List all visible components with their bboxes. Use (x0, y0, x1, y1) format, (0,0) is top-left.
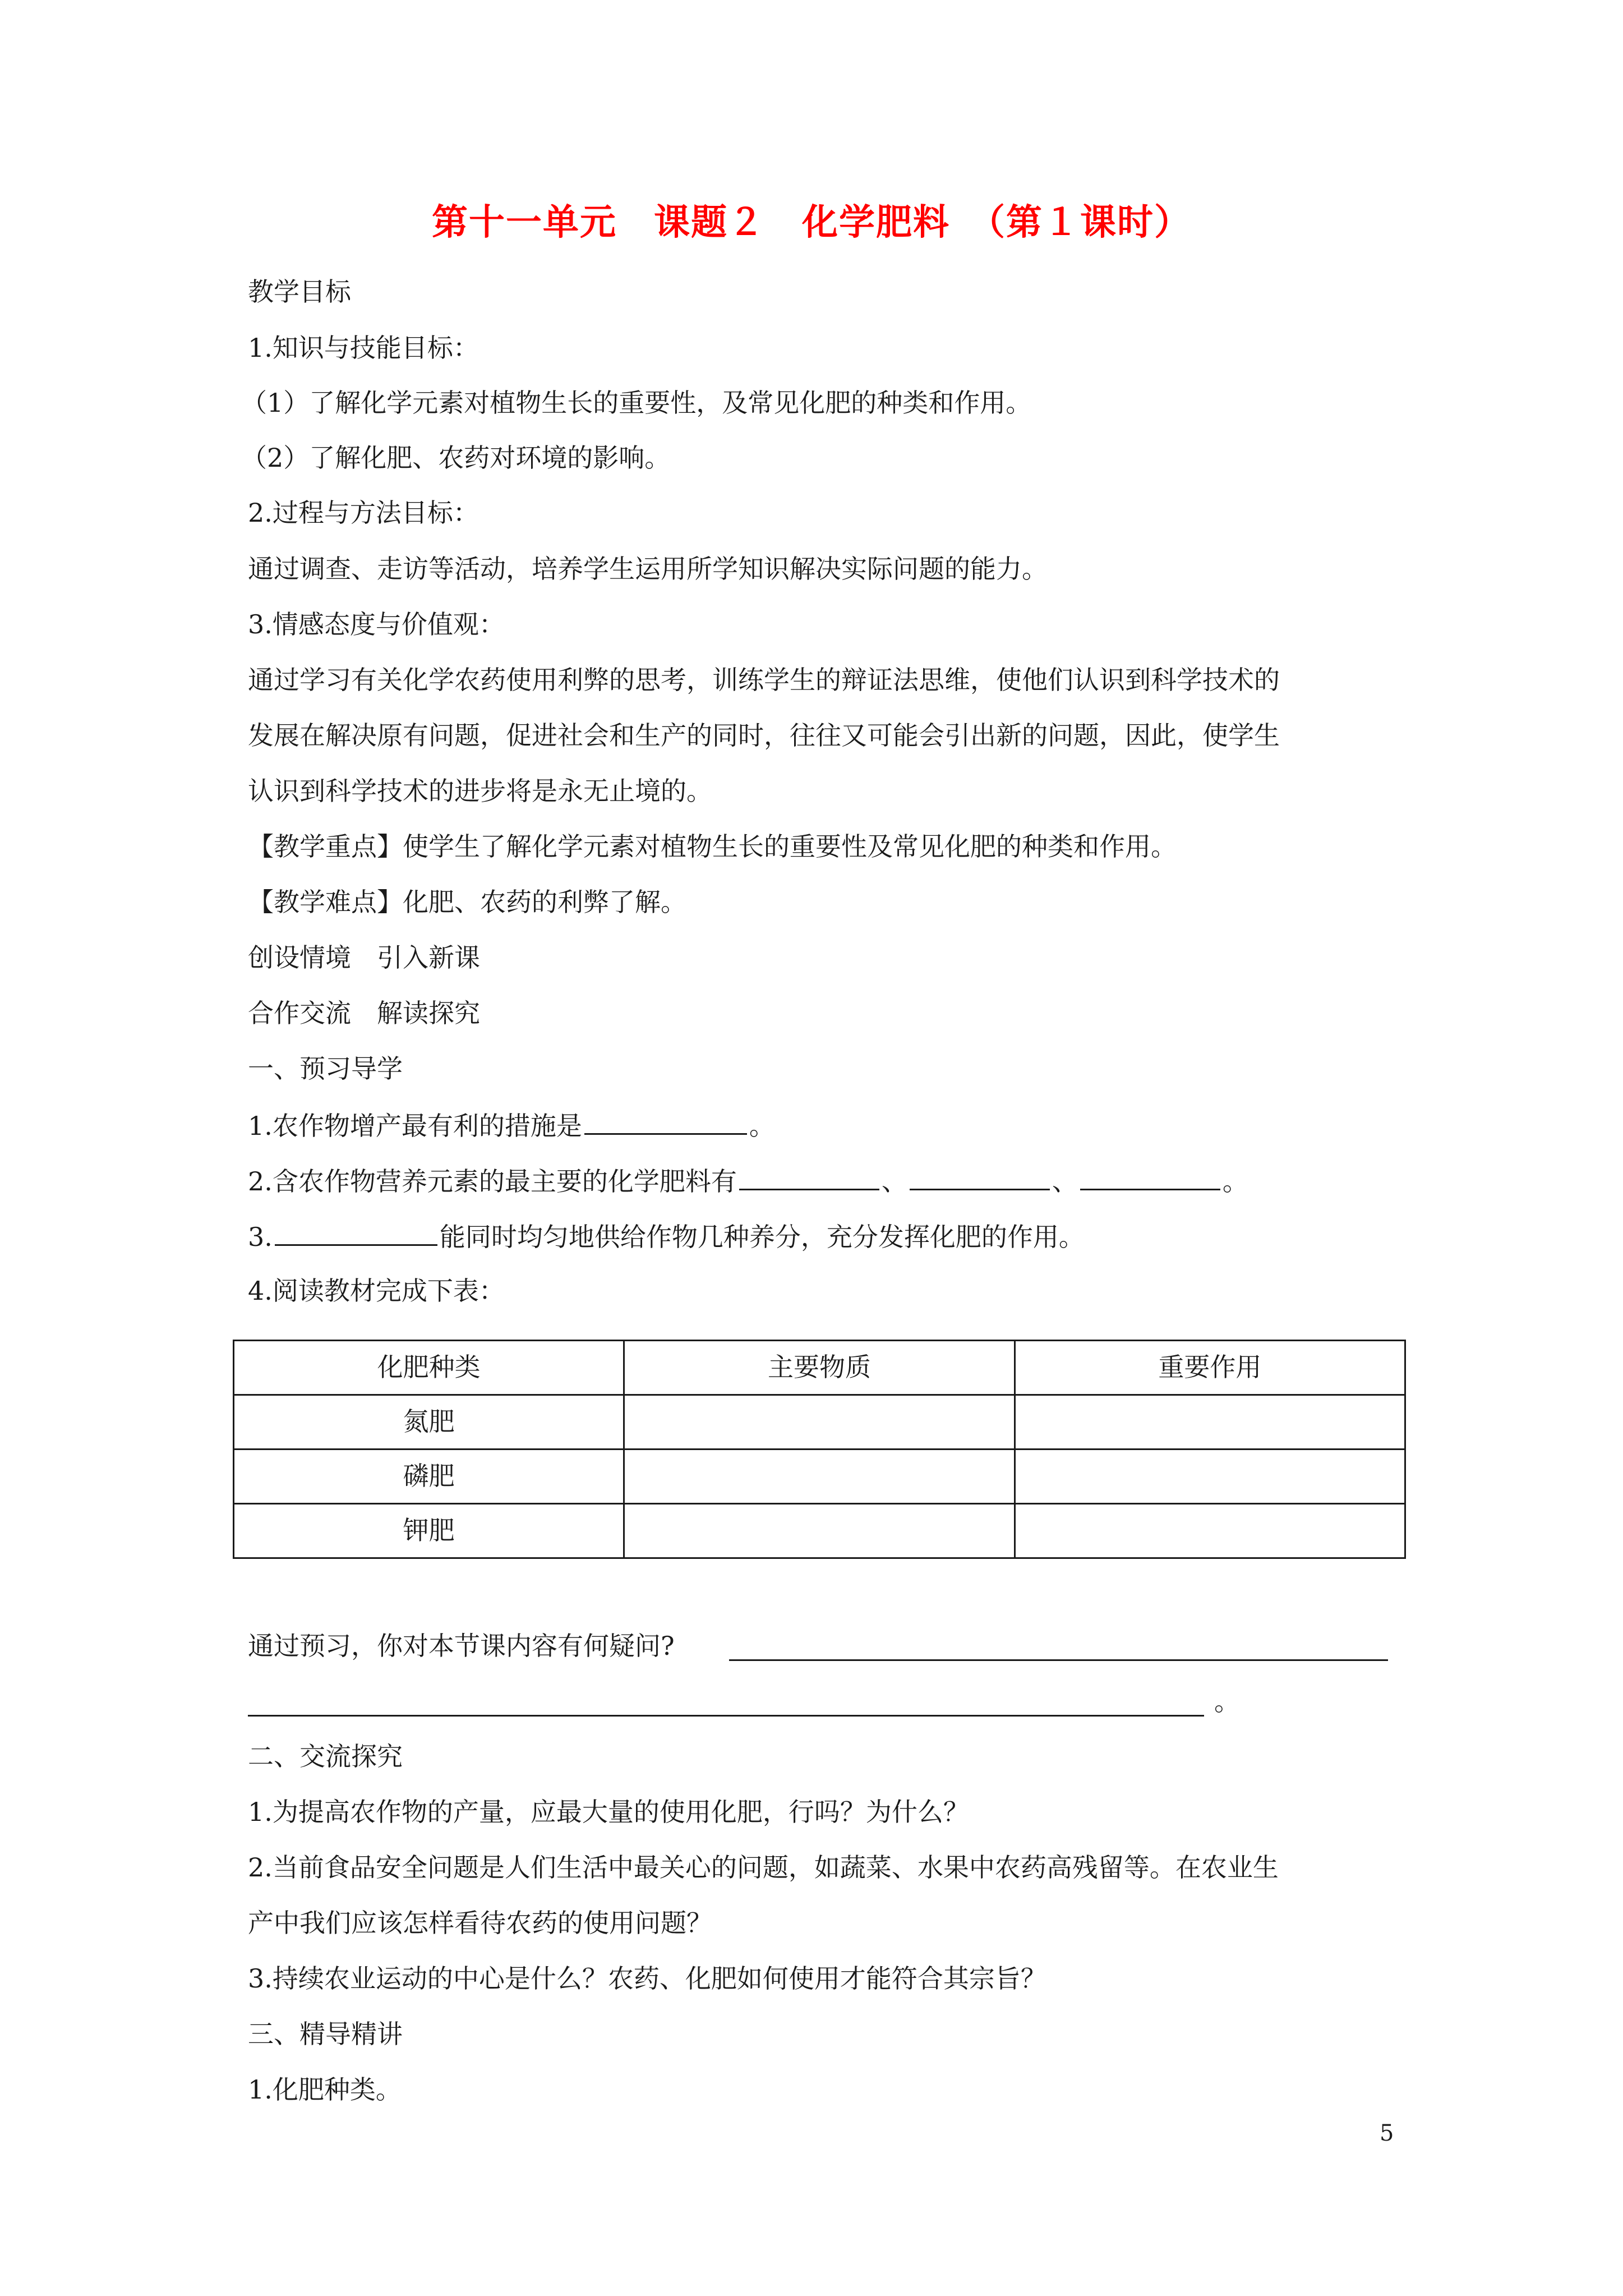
row-phosphorus: 磷肥 (234, 1450, 624, 1504)
table-row (234, 1395, 1405, 1450)
header-type: 化肥种类 (234, 1341, 624, 1395)
q2-text: 2.含农作物营养元素的最主要的化学肥料有 (248, 1166, 737, 1197)
objective-attitude-line-2: 发展在解决原有问题，促进社会和生产的同时，往往又可能会引出新的问题，因此，使学生 (248, 720, 1280, 751)
q2-end: 。 (1222, 1166, 1248, 1197)
question-end: 。 (1214, 1686, 1240, 1717)
q1-end: 。 (749, 1111, 775, 1141)
header-substance: 主要物质 (624, 1341, 1015, 1395)
objective-attitude-line-3: 认识到科学技术的进步将是永无止境的。 (248, 776, 712, 806)
table-row (234, 1450, 1405, 1504)
q2-blank-3[interactable] (1080, 1163, 1220, 1190)
cell-input[interactable] (624, 1504, 1015, 1558)
q3-blank[interactable] (275, 1218, 437, 1246)
objective-attitude-line-1: 通过学习有关化学农药使用利弊的思考，训练学生的辩证法思维，使他们认识到科学技术的 (248, 665, 1280, 695)
question-prompt: 通过预习，你对本节课内容有何疑问? (248, 1631, 675, 1661)
table-row (234, 1504, 1405, 1558)
objective-knowledge: 1.知识与技能目标： (248, 333, 479, 363)
key-point: 【教学重点】使学生了解化学元素对植物生长的重要性及常见化肥的种类和作用。 (248, 831, 1177, 862)
q3-num: 3. (248, 1222, 273, 1252)
objective-attitude: 3.情感态度与价值观： (248, 609, 505, 639)
row-nitrogen: 氮肥 (234, 1395, 624, 1450)
preview-question-3 (248, 1218, 1085, 1254)
objective-knowledge-1: （1）了解化学元素对植物生长的重要性，及常见化肥的种类和作用。 (241, 388, 1032, 418)
q2-blank-1[interactable] (739, 1163, 879, 1190)
cell-input[interactable] (624, 1395, 1015, 1450)
q2-sep-2: 、 (1052, 1166, 1078, 1197)
discussion-2-line-2: 产中我们应该怎样看待农药的使用问题？ (248, 1908, 712, 1938)
cell-input[interactable] (624, 1450, 1015, 1504)
q3-text: 能同时均匀地供给作物几种养分，充分发挥化肥的作用。 (439, 1222, 1085, 1252)
difficulty: 【教学难点】化肥、农药的利弊了解。 (248, 887, 686, 917)
preview-question-2 (248, 1163, 1248, 1198)
discussion-heading: 二、交流探究 (248, 1741, 403, 1772)
preview-question-1 (248, 1107, 775, 1143)
question-answer-line-1[interactable] (729, 1659, 1388, 1661)
page-number: 5 (1380, 2120, 1394, 2146)
preview-heading: 一、预习导学 (248, 1053, 403, 1084)
question-answer-line-2[interactable] (248, 1715, 1204, 1717)
discussion-1: 1.为提高农作物的产量，应最大量的使用化肥，行吗？为什么？ (248, 1797, 969, 1827)
discussion-3: 3.持续农业运动的中心是什么？农药、化肥如何使用才能符合其宗旨？ (248, 1963, 1046, 1994)
section-intro: 创设情境 引入新课 (248, 942, 480, 973)
q2-blank-2[interactable] (910, 1163, 1050, 1190)
preview-question-4: 4.阅读教材完成下表： (248, 1276, 505, 1306)
cell-input[interactable] (1015, 1504, 1405, 1558)
row-potassium: 钾肥 (234, 1504, 624, 1558)
page-title: 第十一单元 课题２ 化学肥料 （第１课时） (432, 201, 1191, 243)
q2-sep-1: 、 (881, 1166, 907, 1197)
fertilizer-table (233, 1340, 1406, 1559)
q1-text: 1.农作物增产最有利的措施是 (248, 1111, 582, 1141)
objectives-heading: 教学目标 (248, 277, 351, 307)
table-header-row (234, 1341, 1405, 1395)
cell-input[interactable] (1015, 1450, 1405, 1504)
objective-knowledge-2: （2）了解化肥、农药对环境的影响。 (241, 443, 671, 473)
lecture-heading: 三、精导精讲 (248, 2019, 403, 2049)
cell-input[interactable] (1015, 1395, 1405, 1450)
section-cooperation: 合作交流 解读探究 (248, 998, 480, 1028)
objective-process: 2.过程与方法目标： (248, 498, 479, 528)
q1-blank[interactable] (584, 1107, 747, 1135)
lecture-1: 1.化肥种类。 (248, 2074, 402, 2105)
discussion-2-line-1: 2.当前食品安全问题是人们生活中最关心的问题，如蔬菜、水果中农药高残留等。在农业生 (248, 1852, 1279, 1883)
header-function: 重要作用 (1015, 1341, 1405, 1395)
objective-process-text: 通过调查、走访等活动，培养学生运用所学知识解决实际问题的能力。 (248, 554, 1048, 584)
